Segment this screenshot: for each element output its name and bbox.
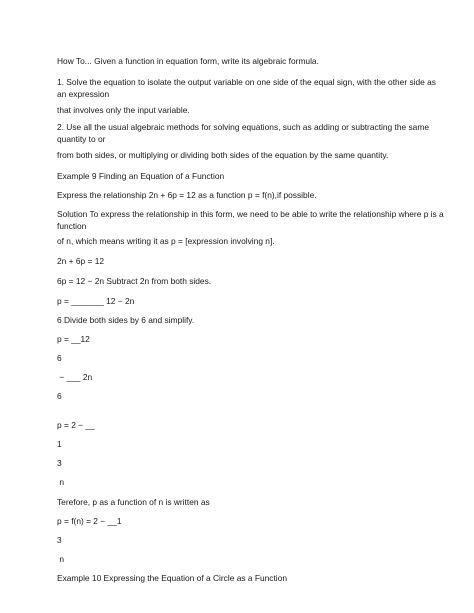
equation-line: 6 bbox=[57, 353, 62, 363]
equation-line: 1 bbox=[57, 439, 62, 449]
equation-line: p = __12 bbox=[57, 334, 90, 344]
equation-line: p = f(n) = 2 − __1 bbox=[57, 516, 122, 526]
solution-text: Solution To express the relationship in this form, we need to be able to write the relationship where p is a function bbox=[57, 209, 447, 231]
equation-line: − ___ 2n bbox=[57, 372, 93, 382]
example-9-heading: Example 9 Finding an Equation of a Function bbox=[57, 171, 225, 181]
equation-line: 3 bbox=[57, 535, 62, 545]
solution-continuation: of n, which means writing it as p = [expression involving n]. bbox=[57, 236, 275, 246]
equation-line: n bbox=[57, 477, 64, 487]
equation-line: p = _______ 12 − 2n bbox=[57, 296, 135, 306]
equation-line: 6p = 12 − 2n Subtract 2n from both sides. bbox=[57, 276, 212, 286]
step-1-text: 1. Solve the equation to isolate the output variable on one side of the equal sign, with the other side as an expression bbox=[57, 77, 439, 99]
equation-line: p = 2 − __ bbox=[57, 420, 95, 430]
conclusion-text: Terefore, p as a function of n is written as bbox=[57, 497, 210, 507]
equation-line: 2n + 6p = 12 bbox=[57, 256, 105, 266]
step-2-continuation: from both sides, or multiplying or dividing both sides of the equation by the same quantity. bbox=[57, 150, 389, 160]
howto-heading: How To... Given a function in equation form, write its algebraic formula. bbox=[57, 56, 319, 66]
equation-line: 6 bbox=[57, 391, 62, 401]
equation-line: 6 Divide both sides by 6 and simplify. bbox=[57, 315, 195, 325]
example-9-prompt: Express the relationship 2n + 6p = 12 as a function p = f(n),if possible. bbox=[57, 190, 317, 200]
equation-line: n bbox=[57, 554, 64, 564]
example-10-heading: Example 10 Expressing the Equation of a Circle as a Function bbox=[57, 573, 287, 583]
step-1-continuation: that involves only the input variable. bbox=[57, 105, 190, 115]
step-2-text: 2. Use all the usual algebraic methods for solving equations, such as adding or subtracting the same quantity to or bbox=[57, 122, 432, 144]
equation-line: 3 bbox=[57, 458, 62, 468]
